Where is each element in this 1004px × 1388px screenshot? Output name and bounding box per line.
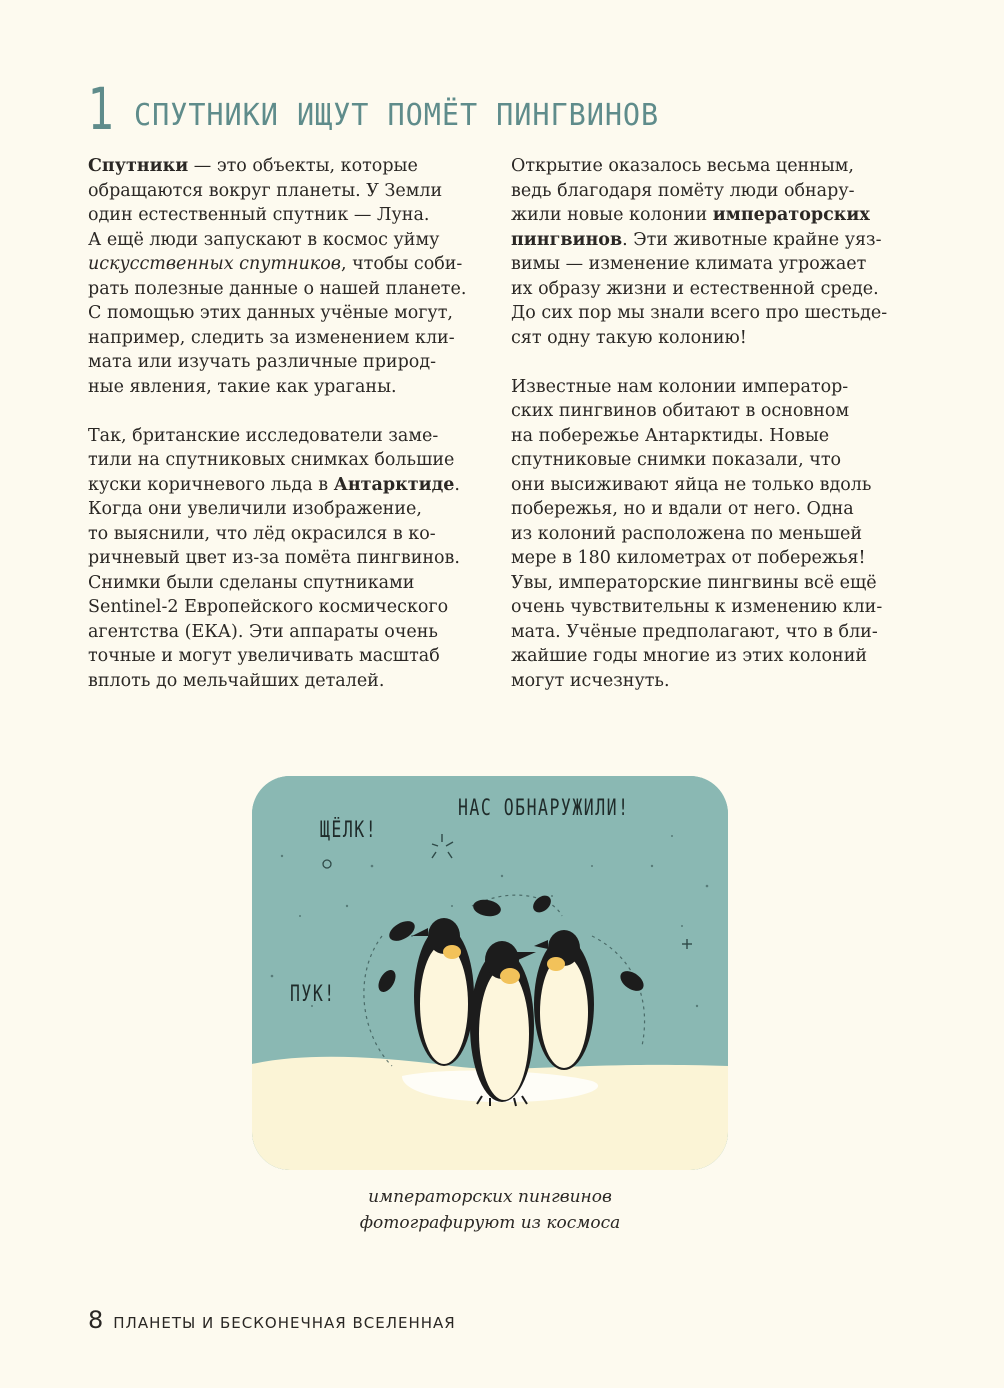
chapter-title: СПУТНИКИ ИЩУТ ПОМЁТ ПИНГВИНОВ xyxy=(134,98,660,133)
text-line: могут исчезнуть. xyxy=(511,670,670,691)
text-line: ведь благодаря помёту люди обнару- xyxy=(511,180,855,201)
sound-click-text: ЩЁЛК! xyxy=(320,818,378,843)
text-line: на побережье Антарктиды. Новые xyxy=(511,425,830,446)
text-line: вимы — изменение климата угрожает xyxy=(511,254,867,274)
text-line: С помощью этих данных учёные могут, xyxy=(88,303,453,323)
paragraph xyxy=(511,154,896,350)
right-column xyxy=(511,154,896,718)
illustration-caption xyxy=(300,1184,680,1236)
text-line: вплоть до мельчайших деталей. xyxy=(88,670,385,691)
text-line: мере в 180 километрах от побережья! xyxy=(511,548,866,568)
text-line: До сих пор мы знали всего про шестьде- xyxy=(511,303,888,323)
text-line: сят одну такую колонию! xyxy=(511,327,747,348)
text-line: пингвинов. Эти животные крайне уяз- xyxy=(511,229,882,250)
page-footer xyxy=(88,1306,456,1334)
paragraph xyxy=(88,154,468,399)
text-line: Спутники — это объекты, которые xyxy=(88,156,418,176)
text-line: мата или изучать различные природ- xyxy=(88,352,437,372)
text-line: мата. Учёные предполагают, что в бли- xyxy=(511,621,878,642)
text-line: Так, британские исследователи заме- xyxy=(88,425,439,446)
text-line: искусственных спутников, чтобы соби- xyxy=(88,254,463,274)
text-line: Увы, императорские пингвины всё ещё xyxy=(511,572,877,593)
penguin-illustration xyxy=(252,776,728,1170)
text-line: их образу жизни и естественной среде. xyxy=(511,278,879,299)
text-line: один естественный спутник — Луна. xyxy=(88,205,430,225)
text-line: А ещё люди запускают в космос уйму xyxy=(88,229,440,250)
caption-line: императорских пингвинов xyxy=(368,1187,612,1207)
text-line: тили на спутниковых снимках большие xyxy=(88,450,455,470)
paragraph xyxy=(88,424,468,694)
text-line: побережья, но и вдали от него. Одна xyxy=(511,499,854,519)
chapter-number: 1 xyxy=(88,75,115,143)
sound-puk-text: ПУК! xyxy=(290,982,336,1007)
bold-term: пингвинов xyxy=(511,229,623,250)
text-line: Открытие оказалось весьма ценным, xyxy=(511,156,854,176)
text-line: куски коричневого льда в Антарктиде. xyxy=(88,474,460,495)
text-line: то выяснили, что лёд окрасился в ко- xyxy=(88,523,436,544)
italic-term: искусственных спутников xyxy=(88,254,341,274)
chapter-heading xyxy=(88,75,687,143)
text-line: ные явления, такие как ураганы. xyxy=(88,376,397,397)
text-line: ских пингвинов обитают в основном xyxy=(511,401,850,421)
text-line: ричневый цвет из-за помёта пингвинов. xyxy=(88,548,460,568)
text-line: рать полезные данные о нашей планете. xyxy=(88,278,467,299)
left-column xyxy=(88,154,468,718)
text-line: точные и могут увеличивать масштаб xyxy=(88,646,440,666)
sound-found-text: НАС ОБНАРУЖИЛИ! xyxy=(458,796,630,821)
text-line: обращаются вокруг планеты. У Земли xyxy=(88,180,443,201)
text-line: Когда они увеличили изображение, xyxy=(88,499,422,519)
bold-term: императорских xyxy=(712,205,870,225)
bold-term: Спутники xyxy=(88,156,189,176)
text-line: Sentinel-2 Европейского космического xyxy=(88,597,449,617)
text-line: из колоний расположена по меньшей xyxy=(511,523,863,544)
text-line: жайшие годы многие из этих колоний xyxy=(511,646,868,666)
text-line: Снимки были сделаны спутниками xyxy=(88,572,415,593)
paragraph xyxy=(511,375,896,694)
page-number: 8 xyxy=(88,1306,104,1334)
text-line: Известные нам колонии император- xyxy=(511,376,849,397)
text-line: например, следить за изменением кли- xyxy=(88,327,455,348)
caption-line: фотографируют из космоса xyxy=(359,1213,621,1233)
bold-term: Антарктиде xyxy=(333,474,455,495)
running-title: ПЛАНЕТЫ И БЕСКОНЕЧНАЯ ВСЕЛЕННАЯ xyxy=(113,1314,456,1332)
text-line: жили новые колонии императорских xyxy=(511,205,870,225)
text-line: очень чувствительны к изменению кли- xyxy=(511,597,883,617)
text-line: спутниковые снимки показали, что xyxy=(511,450,842,470)
text-line: агентства (ЕКА). Эти аппараты очень xyxy=(88,621,438,642)
text-line: они высиживают яйца не только вдоль xyxy=(511,474,872,495)
